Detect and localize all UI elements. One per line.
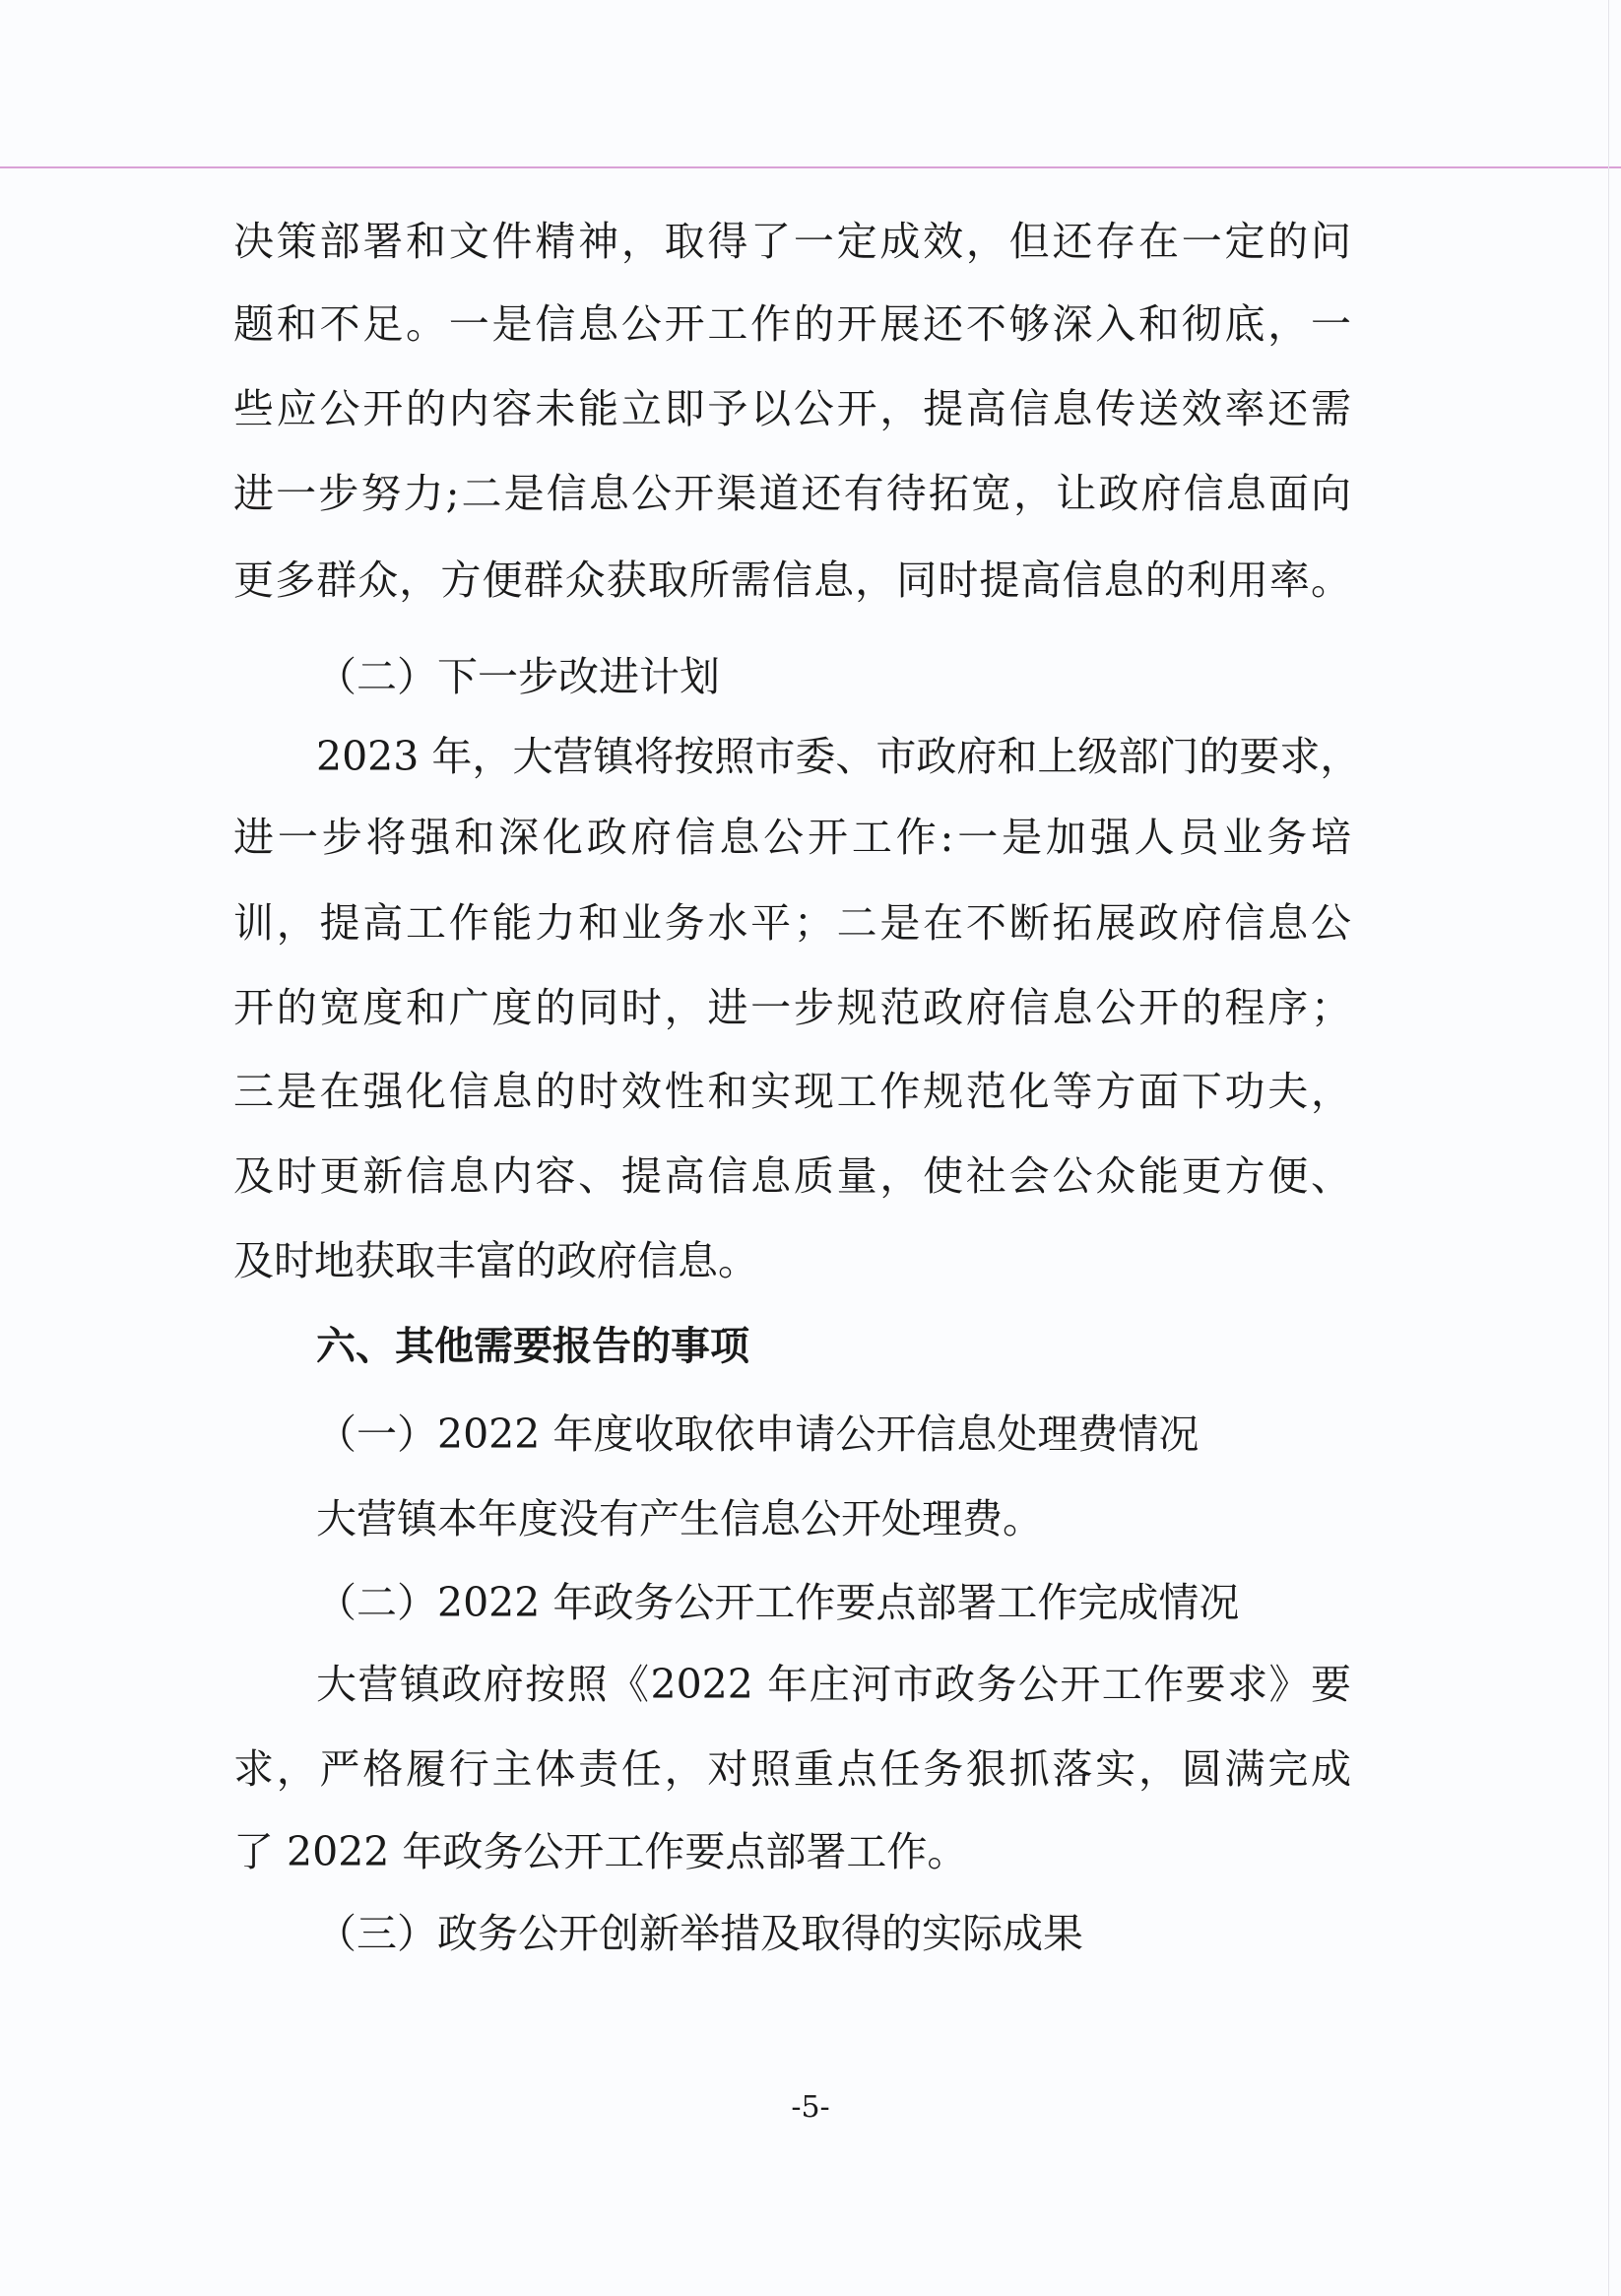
text-line: 三是在强化信息的时效性和实现工作规范化等方面下功夫， <box>233 1068 1351 1115</box>
section-heading: 六、其他需要报告的事项 <box>316 1324 749 1369</box>
text-line: 开的宽度和广度的同时，进一步规范政府信息公开的程序； <box>233 984 1351 1031</box>
text-line: 更多群众，方便群众获取所需信息，同时提高信息的利用率。 <box>233 557 1351 604</box>
text-line: 及时地获取丰富的政府信息。 <box>233 1237 758 1284</box>
text-line: 进一步将强和深化政府信息公开工作:一是加强人员业务培 <box>233 814 1351 861</box>
text-line: 进一步努力;二是信息公开渠道还有待拓宽，让政府信息面向 <box>233 470 1351 517</box>
subsection-heading: （二）下一步改进计划 <box>316 653 720 700</box>
subsection-heading: （二）2022 年政务公开工作要点部署工作完成情况 <box>316 1579 1240 1626</box>
text-line: 了 2022 年政务公开工作要点部署工作。 <box>233 1828 968 1875</box>
text-line: 大营镇本年度没有产生信息公开处理费。 <box>316 1495 1043 1542</box>
text-line: 求，严格履行主体责任，对照重点任务狠抓落实，圆满完成 <box>233 1745 1351 1793</box>
text-line: 及时更新信息内容、提高信息质量，使社会公众能更方便、 <box>233 1152 1351 1200</box>
subsection-heading: （一）2022 年度收取依申请公开信息处理费情况 <box>316 1410 1200 1458</box>
text-line: 大营镇政府按照《2022 年庄河市政务公开工作要求》要 <box>316 1661 1351 1708</box>
page-number: -5- <box>791 2090 830 2125</box>
text-line: 2023 年，大营镇将按照市委、市政府和上级部门的要求， <box>316 733 1361 780</box>
text-line: 题和不足。一是信息公开工作的开展还不够深入和彻底，一 <box>233 300 1351 348</box>
text-line: 些应公开的内容未能立即予以公开，提高信息传送效率还需 <box>233 385 1351 432</box>
header-rule <box>0 166 1621 168</box>
subsection-heading: （三）政务公开创新举措及取得的实际成果 <box>316 1910 1083 1957</box>
text-line: 训，提高工作能力和业务水平；二是在不断拓展政府信息公 <box>233 899 1351 947</box>
text-line: 决策部署和文件精神，取得了一定成效，但还存在一定的问 <box>233 218 1351 265</box>
scan-edge <box>1608 0 1609 2296</box>
